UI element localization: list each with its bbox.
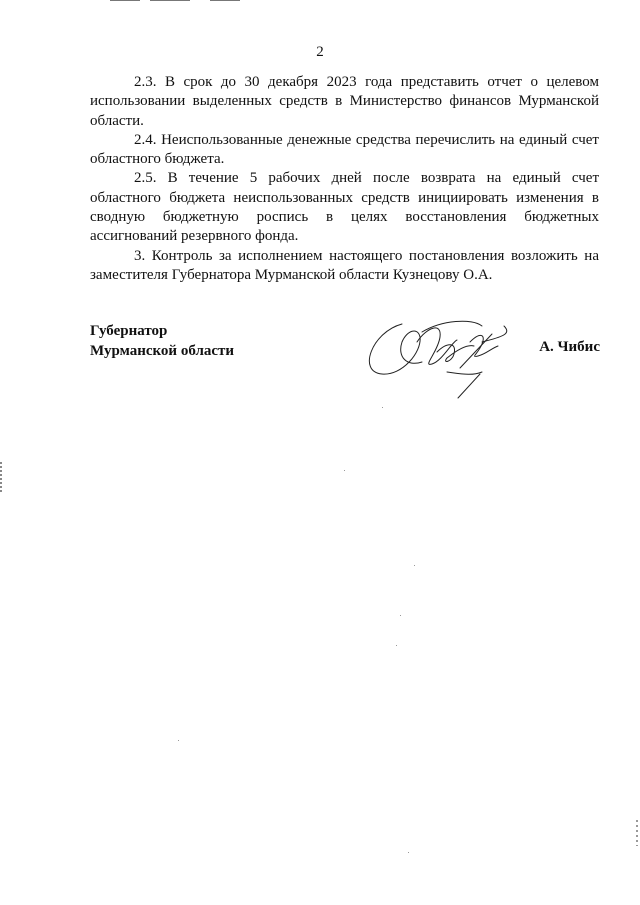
paragraph-3: 3. Контроль за исполнением настоящего постановления возложить на заместителя Губернатора Мурманской области Кузнецову О.А. (90, 247, 599, 283)
paragraph-2-3: 2.3. В срок до 30 декабря 2023 года представить отчет о целевом использовании выделенных средств в Министерство финансов Мурманской области. (90, 74, 599, 129)
signature-block (90, 322, 600, 412)
page-number: 2 (316, 44, 324, 60)
signatory-name: А. Чибис (539, 339, 600, 355)
scan-edge-mark (0, 462, 2, 492)
signatory-organization: Мурманской области (90, 342, 235, 359)
handwritten-signature (362, 312, 522, 412)
document-body (90, 73, 599, 285)
scan-speck (382, 407, 383, 408)
paragraph-2-4: 2.4. Неиспользованные денежные средства перечислить на единый счет областного бюджета. (90, 131, 599, 168)
scan-speck (344, 470, 345, 471)
scan-artifact (110, 0, 140, 1)
scan-speck (408, 852, 409, 853)
paragraph-2-5: 2.5. В течение 5 рабочих дней после возврата на единый счет областного бюджета неиспользованных средств инициировать изменения в сводную бюджетную роспись в целях восстановления бюджетных ассигнований резервного фонда. (90, 170, 599, 245)
signatory-position: Губернатор (90, 323, 168, 339)
scan-speck (414, 565, 415, 566)
scan-artifact (210, 0, 240, 1)
scan-artifact (150, 0, 190, 1)
scan-speck (178, 740, 179, 741)
scan-speck (396, 645, 397, 646)
scan-edge-mark (636, 820, 638, 846)
scan-speck (400, 615, 401, 616)
